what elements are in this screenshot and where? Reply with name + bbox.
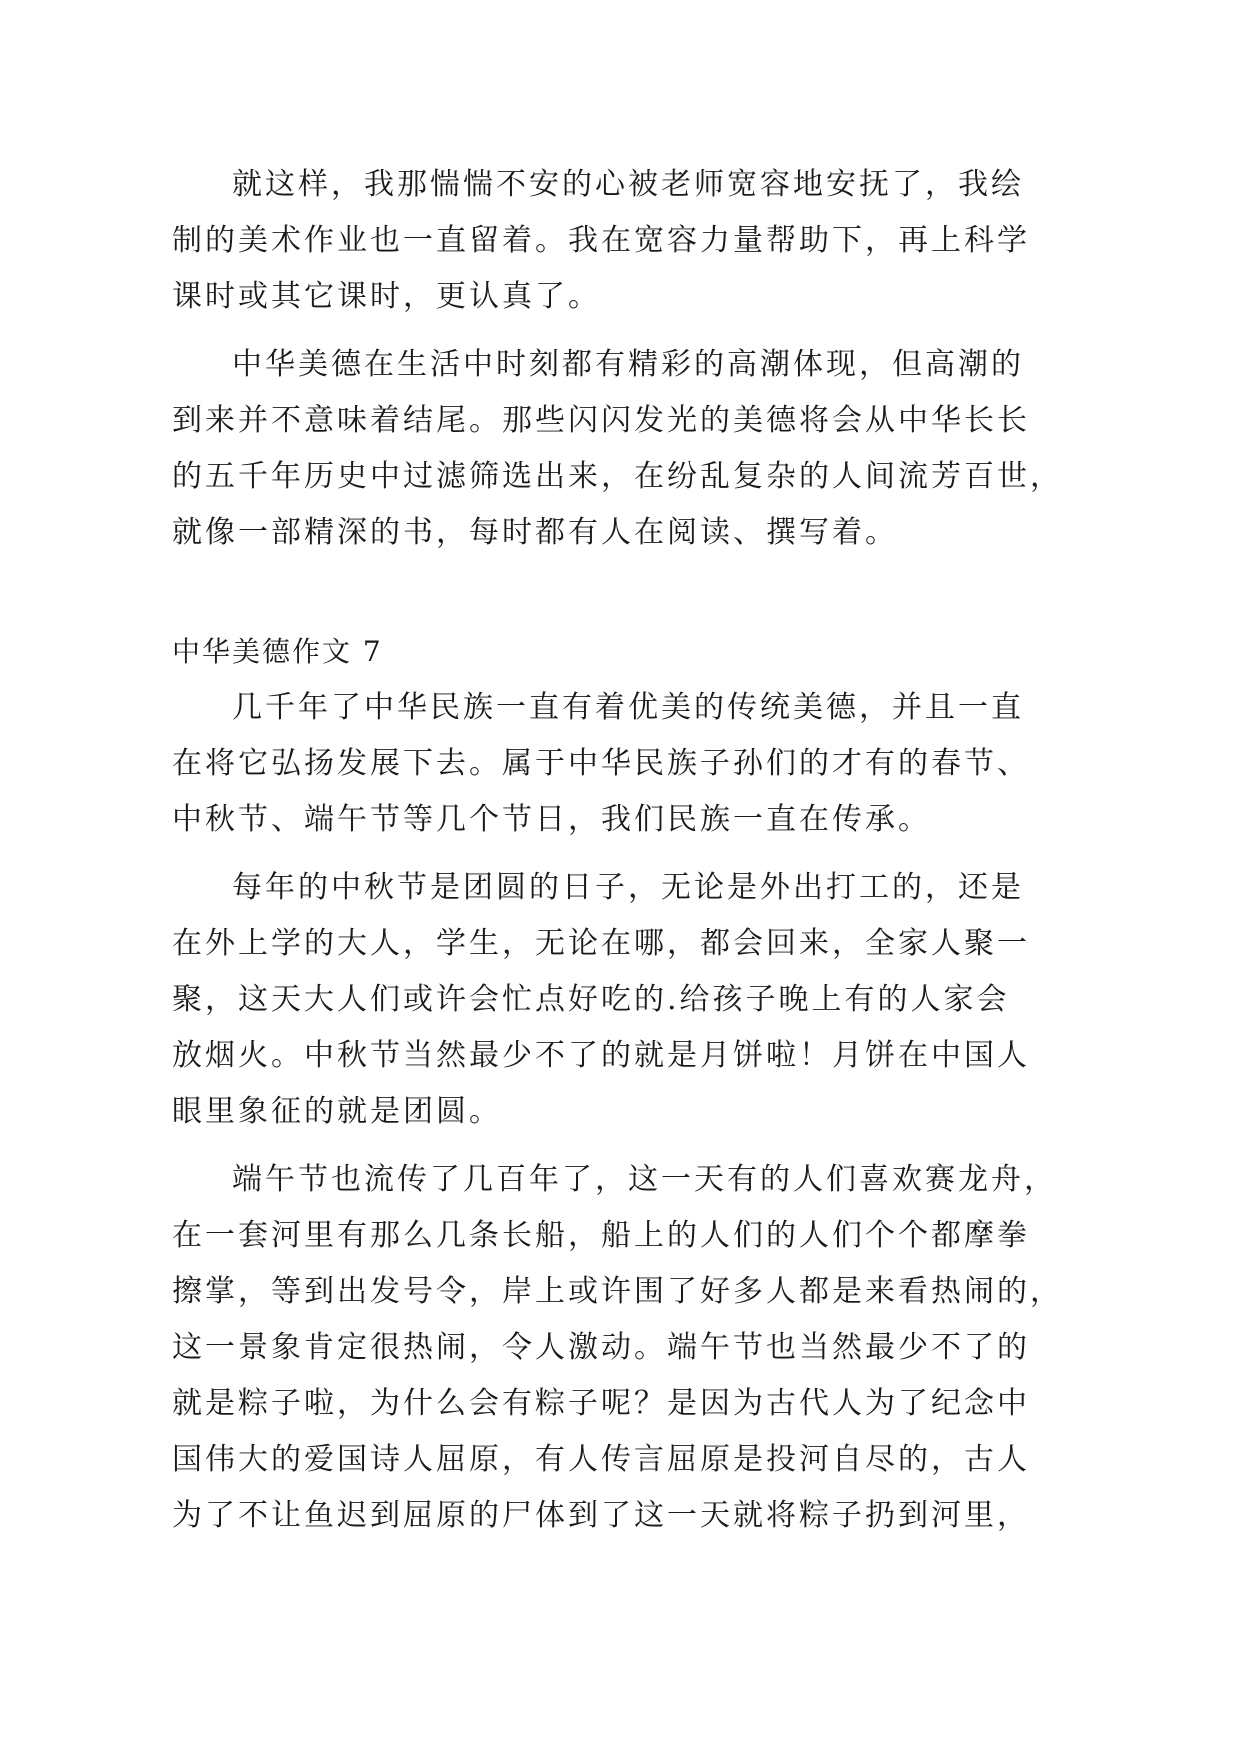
paragraph-4-line-2: 在外上学的大人，学生，无论在哪，都会回来，全家人聚一 bbox=[172, 926, 1030, 961]
paragraph-5-line-3: 擦掌，等到出发号令，岸上或许围了好多人都是来看热闹的， bbox=[172, 1274, 1063, 1309]
paragraph-3-line-2: 在将它弘扬发展下去。属于中华民族子孙们的才有的春节、 bbox=[172, 746, 1030, 781]
paragraph-2-line-1: 中华美德在生活中时刻都有精彩的高潮体现，但高潮的 bbox=[232, 347, 1024, 382]
paragraph-3-line-3: 中秋节、端午节等几个节日，我们民族一直在传承。 bbox=[172, 802, 931, 837]
paragraph-2-line-2: 到来并不意味着结尾。那些闪闪发光的美德将会从中华长长 bbox=[172, 403, 1030, 438]
paragraph-4-line-5: 眼里象征的就是团圆。 bbox=[172, 1094, 502, 1129]
paragraph-3-line-1: 几千年了中华民族一直有着优美的传统美德，并且一直 bbox=[232, 690, 1024, 725]
paragraph-2-line-4: 就像一部精深的书，每时都有人在阅读、撰写着。 bbox=[172, 515, 898, 550]
paragraph-5-line-2: 在一套河里有那么几条长船，船上的人们的人们个个都摩拳 bbox=[172, 1218, 1030, 1253]
paragraph-1-line-2: 制的美术作业也一直留着。我在宽容力量帮助下，再上科学 bbox=[172, 223, 1030, 258]
paragraph-1-line-3: 课时或其它课时，更认真了。 bbox=[172, 279, 601, 314]
paragraph-4-line-3: 聚，这天大人们或许会忙点好吃的.给孩子晚上有的人家会 bbox=[172, 982, 1010, 1017]
paragraph-4-line-4: 放烟火。中秋节当然最少不了的就是月饼啦！月饼在中国人 bbox=[172, 1038, 1030, 1073]
paragraph-5-line-5: 就是粽子啦，为什么会有粽子呢？是因为古代人为了纪念中 bbox=[172, 1386, 1030, 1421]
paragraph-4-line-1: 每年的中秋节是团圆的日子，无论是外出打工的，还是 bbox=[232, 870, 1024, 905]
paragraph-5-line-4: 这一景象肯定很热闹，令人激动。端午节也当然最少不了的 bbox=[172, 1330, 1030, 1365]
paragraph-5-line-6: 国伟大的爱国诗人屈原，有人传言屈原是投河自尽的，古人 bbox=[172, 1442, 1030, 1477]
paragraph-5-line-1: 端午节也流传了几百年了，这一天有的人们喜欢赛龙舟， bbox=[232, 1162, 1057, 1197]
paragraph-5-line-7: 为了不让鱼迟到屈原的尸体到了这一天就将粽子扔到河里， bbox=[172, 1498, 1030, 1533]
paragraph-2-line-3: 的五千年历史中过滤筛选出来，在纷乱复杂的人间流芳百世， bbox=[172, 459, 1063, 494]
paragraph-1-line-1: 就这样，我那惴惴不安的心被老师宽容地安抚了，我绘 bbox=[232, 167, 1024, 202]
section-title: 中华美德作文 7 bbox=[172, 635, 383, 668]
